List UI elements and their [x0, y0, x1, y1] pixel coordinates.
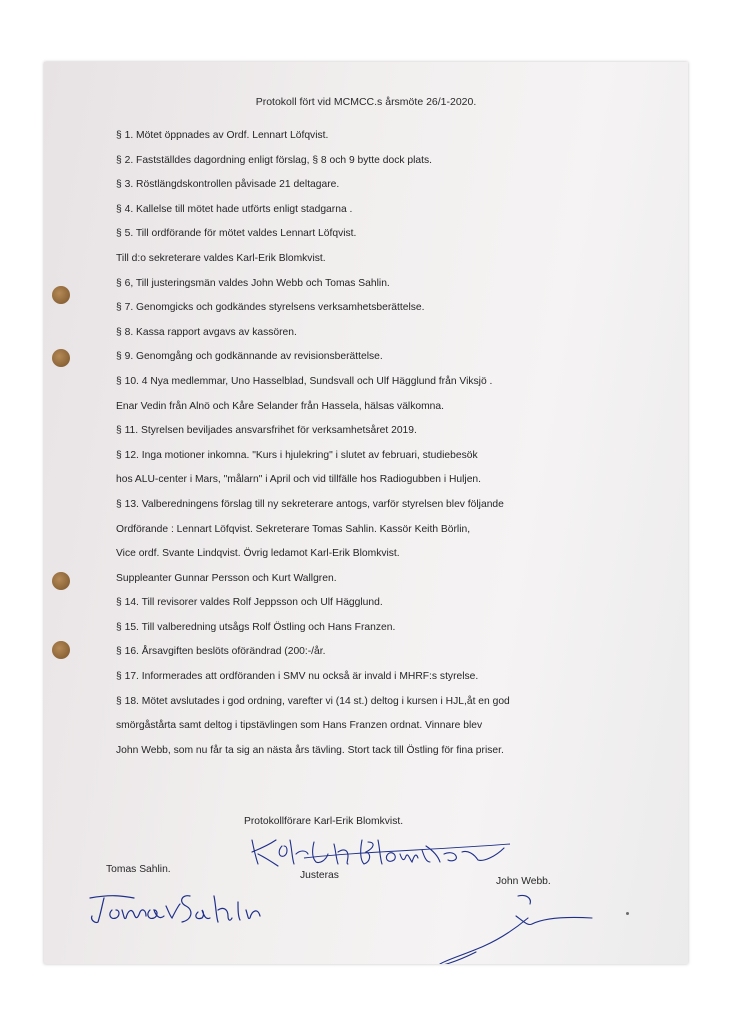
- minutes-line: § 2. Fastställdes dagordning enligt förslag, § 8 och 9 bytte dock plats.: [116, 154, 432, 166]
- minutes-line: § 16. Årsavgiften beslöts oförändrad (200:-/år.: [116, 646, 326, 658]
- minutes-line: Vice ordf. Svante Lindqvist. Övrig ledamot Karl-Erik Blomkvist.: [116, 548, 400, 560]
- minutes-body: [116, 124, 676, 763]
- minutes-line: Suppleanter Gunnar Persson och Kurt Wallgren.: [116, 572, 337, 584]
- minutes-line: § 9. Genomgång och godkännande av revisionsberättelse.: [116, 351, 383, 363]
- document-title: Protokoll fört vid MCMCC.s årsmöte 26/1-2020.: [255, 96, 477, 108]
- minutes-line: smörgåstårta samt deltog i tipstävlingen som Hans Franzen ordnat. Vinnare blev: [116, 720, 483, 732]
- punch-hole: [52, 572, 70, 590]
- punch-hole: [52, 349, 70, 367]
- minutes-line: § 3. Röstlängdskontrollen påvisade 21 deltagare.: [116, 179, 340, 191]
- justeras-label: Justeras: [300, 870, 339, 881]
- minutes-line: § 17. Informerades att ordföranden i SMV nu också är invald i MHRF:s styrelse.: [116, 671, 479, 683]
- right-signature: [436, 888, 606, 964]
- right-signer-label: John Webb.: [496, 876, 551, 887]
- left-signature: [82, 888, 272, 928]
- minutes-line: § 4. Kallelse till mötet hade utförts enligt stadgarna .: [116, 203, 353, 215]
- left-signer-label: Tomas Sahlin.: [106, 864, 171, 875]
- minutes-line: § 18. Mötet avslutades i god ordning, varefter vi (14 st.) deltog i kursen i HJL,åt en god: [116, 695, 510, 707]
- protocol-page: [44, 62, 688, 964]
- minutes-line: § 10. 4 Nya medlemmar, Uno Hasselblad, Sundsvall och Ulf Hägglund från Viksjö .: [116, 375, 493, 387]
- punch-hole: [52, 641, 70, 659]
- ink-dot: [626, 912, 629, 915]
- minutes-line: Enar Vedin från Alnö och Kåre Selander från Hassela, hälsas välkomna.: [116, 400, 444, 412]
- minutes-line: § 14. Till revisorer valdes Rolf Jeppsson och Ulf Hägglund.: [116, 597, 383, 609]
- minutes-line: Ordförande : Lennart Löfqvist. Sekreterare Tomas Sahlin. Kassör Keith Börlin,: [116, 523, 471, 535]
- minutes-line: § 7. Genomgicks och godkändes styrelsens verksamhetsberättelse.: [116, 302, 425, 314]
- minutes-line: Till d:o sekreterare valdes Karl-Erik Blomkvist.: [116, 252, 326, 264]
- minutes-line: § 1. Mötet öppnades av Ordf. Lennart Löfqvist.: [116, 130, 329, 141]
- minutes-line: § 11. Styrelsen beviljades ansvarsfrihet för verksamhetsåret 2019.: [116, 425, 417, 437]
- recorder-signature: [234, 832, 514, 872]
- minutes-line: § 5. Till ordförande för mötet valdes Lennart Löfqvist.: [116, 228, 357, 240]
- punch-hole: [52, 286, 70, 304]
- minutes-line: hos ALU-center i Mars, "målarn" i April och vid tillfälle hos Radiogubben i Huljen.: [116, 474, 482, 486]
- minutes-line: § 15. Till valberedning utsågs Rolf Östling och Hans Franzen.: [116, 621, 396, 633]
- minutes-line: John Webb, som nu får ta sig an nästa års tävling. Stort tack till Östling för fina priser.: [116, 744, 504, 756]
- minutes-line: § 12. Inga motioner inkomna. "Kurs i hjulekring" i slutet av februari, studiebesök: [116, 449, 478, 461]
- minutes-line: § 8. Kassa rapport avgavs av kassören.: [116, 326, 297, 338]
- recorder-label: Protokollförare Karl-Erik Blomkvist.: [244, 816, 404, 827]
- minutes-line: § 13. Valberedningens förslag till ny sekreterare antogs, varför styrelsen blev följande: [116, 498, 504, 510]
- minutes-line: § 6, Till justeringsmän valdes John Webb och Tomas Sahlin.: [116, 277, 390, 289]
